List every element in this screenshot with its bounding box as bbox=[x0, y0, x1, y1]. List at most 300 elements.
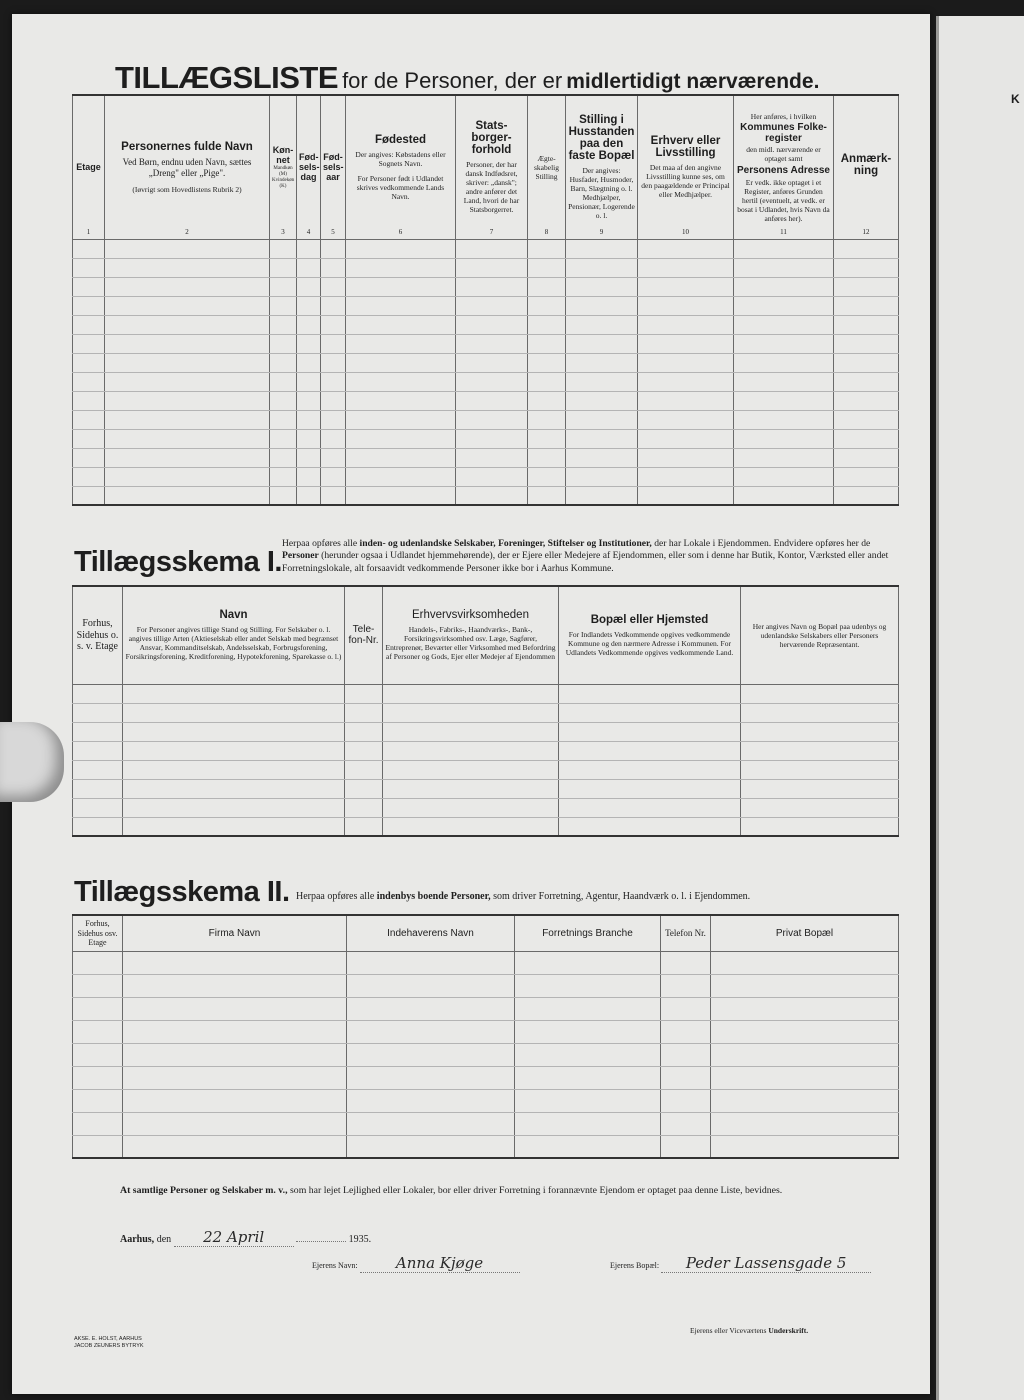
table-cell[interactable] bbox=[638, 258, 734, 277]
table-cell[interactable] bbox=[456, 467, 528, 486]
table-cell[interactable] bbox=[105, 429, 270, 448]
table-cell[interactable] bbox=[734, 296, 834, 315]
table-cell[interactable] bbox=[559, 779, 741, 798]
table-row bbox=[73, 741, 899, 760]
table-cell[interactable] bbox=[123, 997, 347, 1020]
table-cell[interactable] bbox=[741, 779, 899, 798]
table-row bbox=[73, 448, 899, 467]
skema2-instructions: Herpaa opføres alle indenbys boende Personer, som driver Forretning, Agentur, Haandværk o. l. i Ejendommen. bbox=[296, 891, 751, 902]
table-cell[interactable] bbox=[123, 722, 345, 741]
table-cell[interactable] bbox=[456, 277, 528, 296]
table-cell[interactable] bbox=[297, 410, 321, 429]
table-cell[interactable] bbox=[528, 448, 566, 467]
table-cell[interactable] bbox=[345, 684, 383, 703]
table-cell[interactable] bbox=[73, 334, 105, 353]
table-cell[interactable] bbox=[566, 334, 638, 353]
table-cell[interactable] bbox=[638, 277, 734, 296]
table-cell[interactable] bbox=[345, 760, 383, 779]
table-cell[interactable] bbox=[661, 974, 711, 997]
table-cell[interactable] bbox=[638, 239, 734, 258]
table-cell[interactable] bbox=[297, 372, 321, 391]
main-title-bold: TILLÆGSLISTE bbox=[115, 60, 339, 95]
s2-col-firm-name: Firma Navn bbox=[123, 915, 347, 951]
table-cell[interactable] bbox=[515, 974, 661, 997]
table-cell[interactable] bbox=[528, 296, 566, 315]
table-cell[interactable] bbox=[297, 353, 321, 372]
table-cell[interactable] bbox=[834, 429, 899, 448]
table-cell[interactable] bbox=[834, 315, 899, 334]
table-cell[interactable] bbox=[528, 239, 566, 258]
table-cell[interactable] bbox=[638, 296, 734, 315]
table-cell[interactable] bbox=[297, 429, 321, 448]
table-cell[interactable] bbox=[734, 486, 834, 505]
table-cell[interactable] bbox=[321, 353, 346, 372]
table-cell[interactable] bbox=[345, 722, 383, 741]
table-cell[interactable] bbox=[73, 258, 105, 277]
table-cell[interactable] bbox=[270, 448, 297, 467]
col-household-position: Stilling i Husstanden paa den faste Bopæl Der angives: Husfader, Husmoder, Barn, Slægtning o. l. Medhjælper, Pensionær, Logerende o. l. 9 bbox=[566, 95, 638, 239]
table-cell[interactable] bbox=[741, 684, 899, 703]
table-cell[interactable] bbox=[661, 1135, 711, 1158]
table-cell[interactable] bbox=[297, 296, 321, 315]
table-cell[interactable] bbox=[515, 1066, 661, 1089]
table-cell[interactable] bbox=[383, 703, 559, 722]
table-cell[interactable] bbox=[105, 467, 270, 486]
table-cell[interactable] bbox=[73, 684, 123, 703]
table-cell[interactable] bbox=[346, 410, 456, 429]
table-cell[interactable] bbox=[321, 334, 346, 353]
table-cell[interactable] bbox=[73, 1089, 123, 1112]
table-cell[interactable] bbox=[270, 239, 297, 258]
table-cell[interactable] bbox=[297, 448, 321, 467]
table-cell[interactable] bbox=[73, 703, 123, 722]
table-cell[interactable] bbox=[528, 486, 566, 505]
table-cell[interactable] bbox=[834, 239, 899, 258]
table-cell[interactable] bbox=[515, 1043, 661, 1066]
table-cell[interactable] bbox=[559, 817, 741, 836]
table-cell[interactable] bbox=[347, 1043, 515, 1066]
table-cell[interactable] bbox=[711, 997, 899, 1020]
table-cell[interactable] bbox=[383, 798, 559, 817]
table-cell[interactable] bbox=[347, 997, 515, 1020]
table-cell[interactable] bbox=[123, 1089, 347, 1112]
table-cell[interactable] bbox=[834, 277, 899, 296]
table-cell[interactable] bbox=[638, 448, 734, 467]
table-cell[interactable] bbox=[661, 1112, 711, 1135]
table-cell[interactable] bbox=[741, 760, 899, 779]
table-cell[interactable] bbox=[383, 779, 559, 798]
table-cell[interactable] bbox=[711, 1135, 899, 1158]
table-row bbox=[73, 277, 899, 296]
table-cell[interactable] bbox=[73, 760, 123, 779]
table-cell[interactable] bbox=[559, 798, 741, 817]
table-cell[interactable] bbox=[566, 239, 638, 258]
table-cell[interactable] bbox=[638, 372, 734, 391]
table-cell[interactable] bbox=[661, 951, 711, 974]
table-cell[interactable] bbox=[297, 315, 321, 334]
table-cell[interactable] bbox=[734, 315, 834, 334]
table-cell[interactable] bbox=[638, 334, 734, 353]
signature-caption: Ejerens eller Viceværtens Underskrift. bbox=[690, 1326, 809, 1335]
table-cell[interactable] bbox=[347, 1135, 515, 1158]
table-cell[interactable] bbox=[73, 448, 105, 467]
col-gender: Køn-net Mandkøn (M) Kvindekøn (K) 3 bbox=[270, 95, 297, 239]
table-cell[interactable] bbox=[638, 315, 734, 334]
s1-col-representative: Her angives Navn og Bopæl paa udenbys og udenlandske Selskabers eller Personers herværende Repræsentant. bbox=[741, 586, 899, 684]
table-cell[interactable] bbox=[661, 1066, 711, 1089]
table-cell[interactable] bbox=[456, 429, 528, 448]
owner-address-field[interactable]: Peder Lassensgade 5 bbox=[661, 1254, 871, 1273]
table-cell[interactable] bbox=[834, 410, 899, 429]
table-cell[interactable] bbox=[566, 277, 638, 296]
table-cell[interactable] bbox=[347, 1112, 515, 1135]
table-cell[interactable] bbox=[270, 277, 297, 296]
table-cell[interactable] bbox=[105, 296, 270, 315]
table-cell[interactable] bbox=[711, 1112, 899, 1135]
table-cell[interactable] bbox=[270, 410, 297, 429]
table-cell[interactable] bbox=[321, 296, 346, 315]
table-cell[interactable] bbox=[347, 1066, 515, 1089]
table-cell[interactable] bbox=[661, 1089, 711, 1112]
table-cell[interactable] bbox=[528, 429, 566, 448]
table-cell[interactable] bbox=[123, 974, 347, 997]
table-cell[interactable] bbox=[347, 951, 515, 974]
table-cell[interactable] bbox=[73, 779, 123, 798]
table-cell[interactable] bbox=[345, 741, 383, 760]
col-birth-year: Fød-sels-aar 5 bbox=[321, 95, 346, 239]
table-cell[interactable] bbox=[711, 951, 899, 974]
table-cell[interactable] bbox=[321, 277, 346, 296]
table-cell[interactable] bbox=[346, 258, 456, 277]
table-cell[interactable] bbox=[734, 372, 834, 391]
table-cell[interactable] bbox=[297, 258, 321, 277]
table-cell[interactable] bbox=[741, 741, 899, 760]
table-cell[interactable] bbox=[73, 798, 123, 817]
table-cell[interactable] bbox=[73, 372, 105, 391]
table-cell[interactable] bbox=[105, 448, 270, 467]
table-cell[interactable] bbox=[383, 684, 559, 703]
table-cell[interactable] bbox=[346, 486, 456, 505]
table-cell[interactable] bbox=[638, 467, 734, 486]
table-cell[interactable] bbox=[346, 315, 456, 334]
table-cell[interactable] bbox=[515, 1112, 661, 1135]
table-cell[interactable] bbox=[105, 258, 270, 277]
table-cell[interactable] bbox=[345, 817, 383, 836]
table-cell[interactable] bbox=[346, 277, 456, 296]
table-cell[interactable] bbox=[456, 334, 528, 353]
table-cell[interactable] bbox=[123, 951, 347, 974]
table-cell[interactable] bbox=[270, 486, 297, 505]
table-cell[interactable] bbox=[456, 239, 528, 258]
table-cell[interactable] bbox=[270, 353, 297, 372]
table-row bbox=[73, 798, 899, 817]
table-cell[interactable] bbox=[123, 1043, 347, 1066]
table-cell[interactable] bbox=[105, 239, 270, 258]
table-cell[interactable] bbox=[515, 951, 661, 974]
table-cell[interactable] bbox=[105, 277, 270, 296]
table-cell[interactable] bbox=[734, 467, 834, 486]
table-cell[interactable] bbox=[638, 410, 734, 429]
table-cell[interactable] bbox=[73, 1020, 123, 1043]
table-cell[interactable] bbox=[638, 486, 734, 505]
table-cell[interactable] bbox=[105, 372, 270, 391]
table-cell[interactable] bbox=[528, 391, 566, 410]
table-cell[interactable] bbox=[73, 315, 105, 334]
table-cell[interactable] bbox=[73, 722, 123, 741]
table-cell[interactable] bbox=[73, 467, 105, 486]
table-cell[interactable] bbox=[321, 486, 346, 505]
table-cell[interactable] bbox=[270, 315, 297, 334]
table-cell[interactable] bbox=[559, 760, 741, 779]
table-cell[interactable] bbox=[456, 486, 528, 505]
table-cell[interactable] bbox=[456, 391, 528, 410]
table-cell[interactable] bbox=[638, 429, 734, 448]
table-cell[interactable] bbox=[270, 429, 297, 448]
table-cell[interactable] bbox=[741, 722, 899, 741]
table-cell[interactable] bbox=[528, 277, 566, 296]
table-cell[interactable] bbox=[515, 1135, 661, 1158]
table-cell[interactable] bbox=[834, 258, 899, 277]
table-cell[interactable] bbox=[734, 353, 834, 372]
table-cell[interactable] bbox=[661, 1043, 711, 1066]
table-cell[interactable] bbox=[711, 1043, 899, 1066]
table-cell[interactable] bbox=[528, 467, 566, 486]
table-cell[interactable] bbox=[346, 467, 456, 486]
table-cell[interactable] bbox=[346, 448, 456, 467]
table-row bbox=[73, 1112, 899, 1135]
table-cell[interactable] bbox=[559, 684, 741, 703]
table-cell[interactable] bbox=[456, 296, 528, 315]
table-cell[interactable] bbox=[73, 486, 105, 505]
table-cell[interactable] bbox=[73, 1043, 123, 1066]
table-cell[interactable] bbox=[297, 486, 321, 505]
table-cell[interactable] bbox=[711, 1066, 899, 1089]
table-cell[interactable] bbox=[456, 353, 528, 372]
table-cell[interactable] bbox=[528, 410, 566, 429]
table-cell[interactable] bbox=[73, 1135, 123, 1158]
table-cell[interactable] bbox=[346, 372, 456, 391]
table-cell[interactable] bbox=[123, 1066, 347, 1089]
table-cell[interactable] bbox=[734, 448, 834, 467]
table-cell[interactable] bbox=[73, 239, 105, 258]
table-cell[interactable] bbox=[734, 410, 834, 429]
table-cell[interactable] bbox=[105, 315, 270, 334]
printer-imprint: AKSE. E. HOLST, AARHUS JACOB ZEUNERS BYTRYK bbox=[74, 1336, 144, 1350]
table-cell[interactable] bbox=[515, 1020, 661, 1043]
table-cell[interactable] bbox=[711, 1089, 899, 1112]
table-cell[interactable] bbox=[834, 296, 899, 315]
table-cell[interactable] bbox=[123, 684, 345, 703]
table-cell[interactable] bbox=[528, 334, 566, 353]
table-cell[interactable] bbox=[566, 391, 638, 410]
table-row bbox=[73, 391, 899, 410]
table-cell[interactable] bbox=[638, 391, 734, 410]
table-cell[interactable] bbox=[734, 258, 834, 277]
owner-address-line: Ejerens Bopæl: Peder Lassensgade 5 bbox=[610, 1254, 871, 1273]
table-cell[interactable] bbox=[123, 760, 345, 779]
table-cell[interactable] bbox=[456, 372, 528, 391]
table-row bbox=[73, 296, 899, 315]
table-cell[interactable] bbox=[347, 1089, 515, 1112]
table-cell[interactable] bbox=[528, 315, 566, 334]
table-cell[interactable] bbox=[321, 372, 346, 391]
table-cell[interactable] bbox=[515, 1089, 661, 1112]
table-cell[interactable] bbox=[123, 741, 345, 760]
table-cell[interactable] bbox=[456, 315, 528, 334]
table-cell[interactable] bbox=[528, 372, 566, 391]
table-cell[interactable] bbox=[321, 258, 346, 277]
table-cell[interactable] bbox=[105, 410, 270, 429]
table-cell[interactable] bbox=[345, 798, 383, 817]
table-cell[interactable] bbox=[566, 448, 638, 467]
table-cell[interactable] bbox=[73, 429, 105, 448]
table-cell[interactable] bbox=[73, 951, 123, 974]
table-cell[interactable] bbox=[741, 817, 899, 836]
table-cell[interactable] bbox=[123, 1112, 347, 1135]
table-cell[interactable] bbox=[559, 703, 741, 722]
table-cell[interactable] bbox=[456, 258, 528, 277]
table-cell[interactable] bbox=[566, 410, 638, 429]
table-row bbox=[73, 467, 899, 486]
table-cell[interactable] bbox=[834, 467, 899, 486]
table-cell[interactable] bbox=[834, 353, 899, 372]
table-cell[interactable] bbox=[346, 334, 456, 353]
table-cell[interactable] bbox=[559, 722, 741, 741]
table-cell[interactable] bbox=[73, 817, 123, 836]
table-cell[interactable] bbox=[345, 779, 383, 798]
table-cell[interactable] bbox=[321, 448, 346, 467]
table-cell[interactable] bbox=[834, 372, 899, 391]
table-cell[interactable] bbox=[73, 277, 105, 296]
table-row bbox=[73, 334, 899, 353]
table-cell[interactable] bbox=[566, 486, 638, 505]
table-row bbox=[73, 315, 899, 334]
table-cell[interactable] bbox=[105, 334, 270, 353]
table-cell[interactable] bbox=[456, 448, 528, 467]
owner-name-line: Ejerens Navn: Anna Kjøge bbox=[312, 1254, 520, 1273]
table-cell[interactable] bbox=[566, 467, 638, 486]
table-cell[interactable] bbox=[105, 353, 270, 372]
table-cell[interactable] bbox=[566, 258, 638, 277]
table-cell[interactable] bbox=[346, 296, 456, 315]
table-cell[interactable] bbox=[515, 997, 661, 1020]
table-cell[interactable] bbox=[297, 391, 321, 410]
table-cell[interactable] bbox=[270, 334, 297, 353]
table-cell[interactable] bbox=[123, 1135, 347, 1158]
table-cell[interactable] bbox=[321, 410, 346, 429]
table-cell[interactable] bbox=[559, 741, 741, 760]
table-cell[interactable] bbox=[741, 703, 899, 722]
table-cell[interactable] bbox=[270, 372, 297, 391]
table-cell[interactable] bbox=[123, 798, 345, 817]
table-cell[interactable] bbox=[346, 429, 456, 448]
table-row bbox=[73, 1135, 899, 1158]
table-cell[interactable] bbox=[383, 760, 559, 779]
table-cell[interactable] bbox=[566, 296, 638, 315]
table-cell[interactable] bbox=[123, 817, 345, 836]
table-cell[interactable] bbox=[321, 315, 346, 334]
table-cell[interactable] bbox=[270, 296, 297, 315]
table-cell[interactable] bbox=[711, 974, 899, 997]
table-cell[interactable] bbox=[566, 315, 638, 334]
table-cell[interactable] bbox=[73, 353, 105, 372]
owner-name-field[interactable]: Anna Kjøge bbox=[360, 1254, 520, 1273]
table-cell[interactable] bbox=[297, 277, 321, 296]
table-cell[interactable] bbox=[528, 353, 566, 372]
table-cell[interactable] bbox=[73, 997, 123, 1020]
date-field[interactable]: 22 April bbox=[174, 1228, 294, 1247]
table-cell[interactable] bbox=[383, 722, 559, 741]
table-cell[interactable] bbox=[661, 1020, 711, 1043]
table-cell[interactable] bbox=[834, 486, 899, 505]
table-cell[interactable] bbox=[383, 817, 559, 836]
table-cell[interactable] bbox=[741, 798, 899, 817]
table-cell[interactable] bbox=[321, 429, 346, 448]
table-cell[interactable] bbox=[566, 372, 638, 391]
table-cell[interactable] bbox=[566, 353, 638, 372]
table-cell[interactable] bbox=[73, 741, 123, 760]
table-cell[interactable] bbox=[734, 391, 834, 410]
table-cell[interactable] bbox=[345, 703, 383, 722]
table-row bbox=[73, 258, 899, 277]
table-cell[interactable] bbox=[734, 429, 834, 448]
table-cell[interactable] bbox=[456, 410, 528, 429]
table-cell[interactable] bbox=[270, 467, 297, 486]
table-cell[interactable] bbox=[73, 1066, 123, 1089]
table-cell[interactable] bbox=[73, 974, 123, 997]
table-cell[interactable] bbox=[346, 239, 456, 258]
table-cell[interactable] bbox=[638, 353, 734, 372]
table-cell[interactable] bbox=[105, 391, 270, 410]
table-cell[interactable] bbox=[73, 1112, 123, 1135]
table-cell[interactable] bbox=[834, 391, 899, 410]
table-cell[interactable] bbox=[123, 779, 345, 798]
main-title-text: for de Personer, der er bbox=[342, 68, 563, 93]
table-cell[interactable] bbox=[297, 239, 321, 258]
table-cell[interactable] bbox=[734, 239, 834, 258]
table-cell[interactable] bbox=[123, 703, 345, 722]
table-cell[interactable] bbox=[270, 391, 297, 410]
table-cell[interactable] bbox=[346, 391, 456, 410]
table-cell[interactable] bbox=[346, 353, 456, 372]
table-cell[interactable] bbox=[73, 391, 105, 410]
table-cell[interactable] bbox=[383, 741, 559, 760]
table-cell[interactable] bbox=[321, 391, 346, 410]
table-cell[interactable] bbox=[123, 1020, 347, 1043]
table-cell[interactable] bbox=[105, 486, 270, 505]
table-cell[interactable] bbox=[73, 296, 105, 315]
table-cell[interactable] bbox=[347, 974, 515, 997]
table-cell[interactable] bbox=[347, 1020, 515, 1043]
table-cell[interactable] bbox=[661, 997, 711, 1020]
table-row bbox=[73, 1020, 899, 1043]
table-cell[interactable] bbox=[734, 277, 834, 296]
table-row bbox=[73, 410, 899, 429]
table-cell[interactable] bbox=[566, 429, 638, 448]
table-cell[interactable] bbox=[834, 448, 899, 467]
table-cell[interactable] bbox=[321, 467, 346, 486]
table-cell[interactable] bbox=[528, 258, 566, 277]
table-cell[interactable] bbox=[73, 410, 105, 429]
table-cell[interactable] bbox=[711, 1020, 899, 1043]
table-cell[interactable] bbox=[321, 239, 346, 258]
table-cell[interactable] bbox=[734, 334, 834, 353]
table-cell[interactable] bbox=[297, 334, 321, 353]
table-cell[interactable] bbox=[834, 334, 899, 353]
skema2-title: Tillægsskema II. bbox=[74, 876, 290, 908]
table-cell[interactable] bbox=[297, 467, 321, 486]
table-cell[interactable] bbox=[270, 258, 297, 277]
